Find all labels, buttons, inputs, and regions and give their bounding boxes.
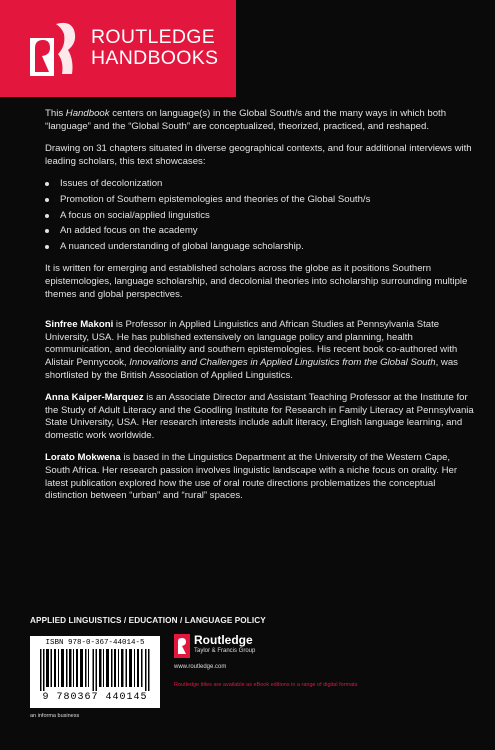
informa-note: an informa business xyxy=(30,713,80,719)
intro-text-rest: centers on language(s) in the Global South/s and the many ways in which both “language” and the “Global South” are conceptualized, theorized, practiced, and reshaped. xyxy=(45,108,447,132)
intro-emphasis: Handbook xyxy=(65,108,110,119)
intro-paragraph-3: It is written for emerging and established scholars across the globe as it positions Southern epistemologies, language scholarship, and decolonial theories into scholarship surrounding multiple themes and global perspectives. xyxy=(45,263,468,300)
publisher-url: www.routledge.com xyxy=(174,664,227,670)
list-item: Promotion of Southern epistemologies and theories of the Global South/s xyxy=(45,194,475,207)
brand-line-2: HANDBOOKS xyxy=(91,47,219,69)
bio-text: , was shortlisted by the British Association of Applied Linguistics. xyxy=(45,356,458,381)
bio-text: is Professor in Applied Linguistics and African Studies at Pennsylvania State University, USA. He has published extensively on language policy and planning, health communication, and decoloniality and southern epistemologies. His recent book co-authored with Alistair Pennycook, xyxy=(45,319,458,368)
series-banner xyxy=(0,0,236,97)
publisher-group: Taylor & Francis Group xyxy=(194,648,256,654)
ebook-note: Routledge titles are available as eBook editions in a range of digital formats xyxy=(174,682,358,688)
subject-categories: APPLIED LINGUISTICS / EDUCATION / LANGUAGE POLICY xyxy=(30,616,266,625)
bio-kaiper-marquez xyxy=(45,392,475,442)
bio-mokwena xyxy=(45,452,475,502)
author-name: Anna Kaiper-Marquez xyxy=(45,392,144,404)
intro-paragraph-2: Drawing on 31 chapters situated in diverse geographical contexts, and four additional interviews with leading scholars, this text showcases: xyxy=(45,143,472,167)
isbn-digits: 9 780367 440145 xyxy=(42,692,148,703)
bio-text: is an Associate Director and Assistant Teaching Professor at the Institute for the Study of Adult Literacy and the Goodling Institute for Research in Family Literacy at Pennsylvania State University, USA. Her research interests include adult literacy, English language learning, and domestic work worldwide. xyxy=(45,392,474,441)
bio-makoni xyxy=(45,319,475,382)
book-title: Innovations and Challenges in Applied Linguistics from the Global South xyxy=(129,356,436,368)
intro-text-start: This xyxy=(45,108,66,119)
bio-text: is based in the Linguistics Department at the University of the Western Cape, South Africa. Her research passion involves linguistic landscape with a niche focus on orality. Her latest publication explored how the use of oral route directions problematizes the conceptual distinction between “urban” and “rural” spaces. xyxy=(45,452,458,502)
author-name: Sinfree Makoni xyxy=(45,319,114,331)
blurb xyxy=(45,108,475,513)
list-item: A nuanced understanding of global language scholarship. xyxy=(45,241,475,254)
publisher-name: Routledge xyxy=(194,633,253,647)
barcode-bars-icon xyxy=(40,649,150,691)
isbn-label: ISBN 978-0-367-44014-5 xyxy=(45,639,145,647)
series-title xyxy=(91,27,218,69)
list-item: An added focus on the academy xyxy=(45,225,475,238)
barcode xyxy=(30,636,160,708)
list-item: Issues of decolonization xyxy=(45,178,475,191)
intro-paragraph-1 xyxy=(45,108,475,133)
brand-line-1: ROUTLEDGE xyxy=(91,26,216,48)
showcase-list xyxy=(45,178,475,253)
list-item: A focus on social/applied linguistics xyxy=(45,210,475,223)
author-name: Lorato Mokwena xyxy=(45,452,121,464)
routledge-logo-icon xyxy=(30,20,82,76)
routledge-small-logo-icon xyxy=(174,634,190,658)
